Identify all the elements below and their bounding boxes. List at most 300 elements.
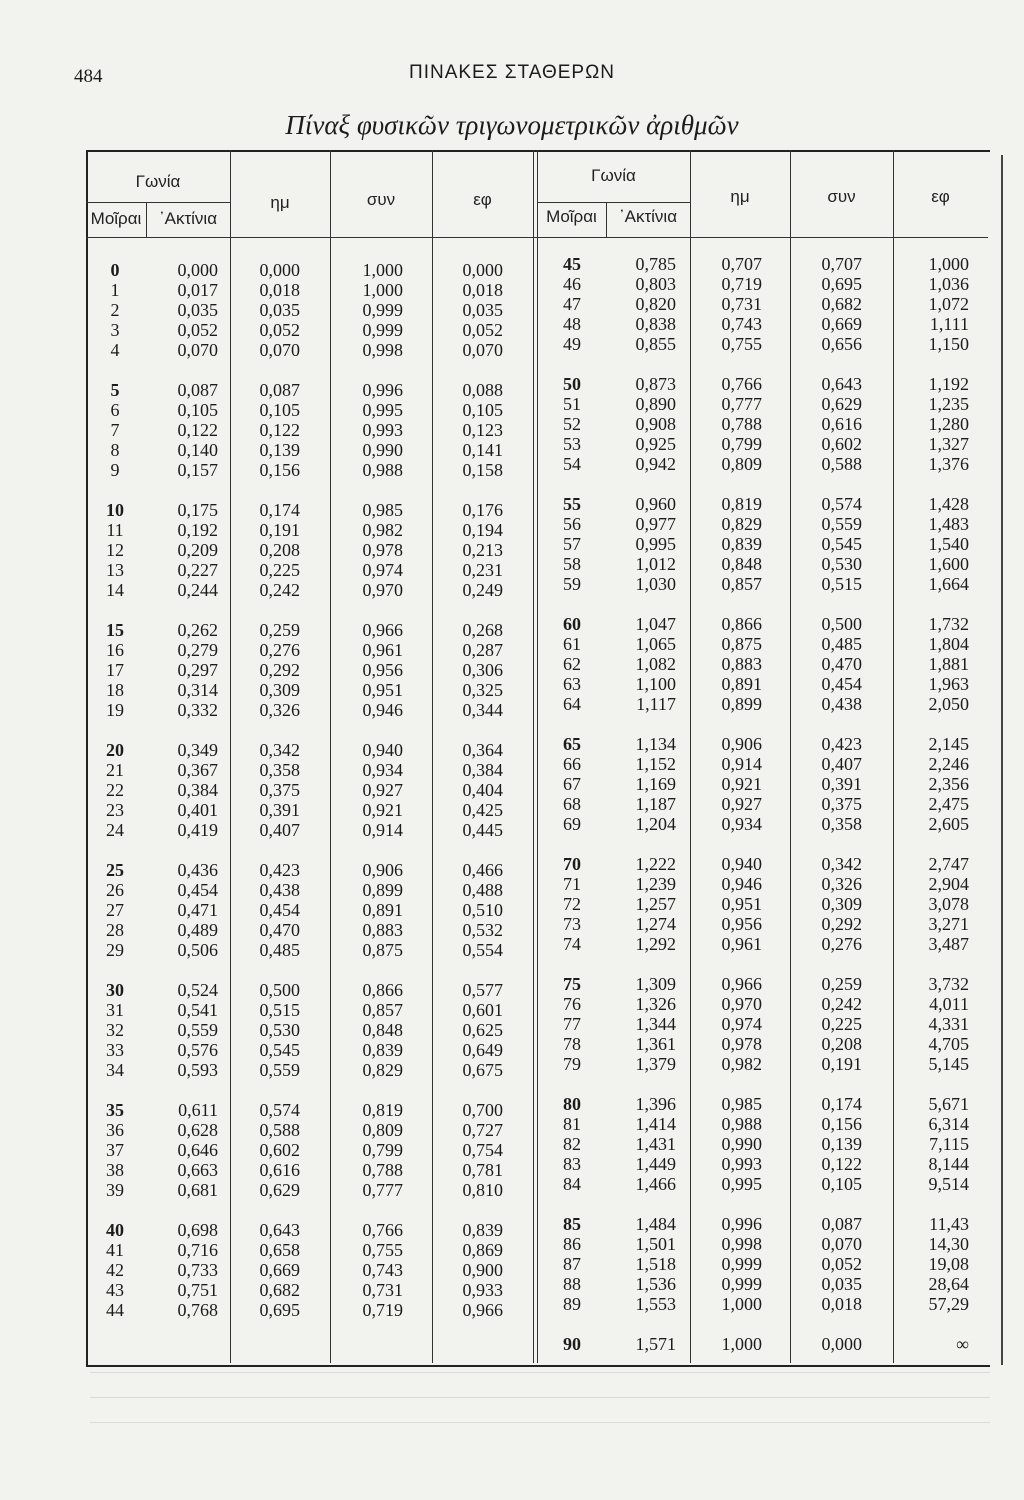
tan-cell: 0,933	[462, 1280, 503, 1300]
degrees-cell: 74	[563, 934, 581, 954]
degrees-cell: 58	[563, 554, 581, 574]
tan-cell: 11,43	[929, 1214, 969, 1234]
sin-cell: 0,276	[259, 640, 300, 660]
degrees-cell: 84	[563, 1174, 581, 1194]
tan-cell: 0,158	[462, 460, 503, 480]
cos-cell: 0,921	[362, 800, 403, 820]
radians-cell: 0,751	[177, 1280, 218, 1300]
sin-cell: 0,052	[259, 320, 300, 340]
tan-cell: 0,052	[462, 320, 503, 340]
cos-cell: 0,899	[362, 880, 403, 900]
tan-cell: 0,325	[462, 680, 503, 700]
cos-cell: 0,208	[821, 1034, 862, 1054]
sin-cell: 0,530	[259, 1020, 300, 1040]
sin-cell: 0,588	[259, 1120, 300, 1140]
radians-cell: 0,157	[177, 460, 218, 480]
radians-cell: 0,820	[635, 294, 676, 314]
cos-cell: 0,982	[362, 520, 403, 540]
degrees-cell: 29	[106, 940, 124, 960]
radians-cell: 0,524	[177, 980, 218, 1000]
degrees-cell: 16	[106, 640, 124, 660]
cos-cell: 0,966	[362, 620, 403, 640]
degrees-cell: 32	[106, 1020, 124, 1040]
sin-cell: 0,777	[721, 394, 762, 414]
radians-cell: 0,873	[635, 374, 676, 394]
sin-cell: 0,000	[259, 260, 300, 280]
radians-cell: 1,012	[635, 554, 676, 574]
cos-cell: 0,993	[362, 420, 403, 440]
degrees-cell: 48	[563, 314, 581, 334]
tan-cell: 1,483	[928, 514, 969, 534]
cos-cell: 0,974	[362, 560, 403, 580]
tan-cell: 19,08	[928, 1254, 969, 1274]
cos-cell: 0,755	[362, 1240, 403, 1260]
tan-cell: 0,194	[462, 520, 503, 540]
cos-cell: 0,292	[821, 914, 862, 934]
tan-cell: 0,781	[462, 1160, 503, 1180]
radians-cell: 1,414	[635, 1114, 676, 1134]
sin-cell: 0,500	[259, 980, 300, 1000]
cos-cell: 0,454	[821, 674, 862, 694]
sin-cell: 0,731	[721, 294, 762, 314]
header-cos: συν	[366, 190, 396, 209]
degrees-cell: 88	[563, 1274, 581, 1294]
tan-cell: 1,000	[928, 254, 969, 274]
radians-cell: 0,681	[177, 1180, 218, 1200]
cos-cell: 0,956	[362, 660, 403, 680]
sin-cell: 0,966	[721, 974, 762, 994]
cos-cell: 0,545	[821, 534, 862, 554]
degrees-cell: 21	[106, 760, 124, 780]
sin-cell: 0,358	[259, 760, 300, 780]
degrees-cell: 61	[563, 634, 581, 654]
degrees-cell: 82	[563, 1134, 581, 1154]
radians-cell: 0,489	[177, 920, 218, 940]
tan-cell: 0,123	[462, 420, 503, 440]
sin-cell: 0,914	[721, 754, 762, 774]
radians-cell: 0,052	[177, 320, 218, 340]
sin-cell: 0,839	[721, 534, 762, 554]
sin-cell: 0,946	[721, 874, 762, 894]
radians-cell: 0,035	[177, 300, 218, 320]
tan-cell: 6,314	[928, 1114, 969, 1134]
tan-cell: 2,747	[928, 854, 969, 874]
radians-cell: 0,122	[177, 420, 218, 440]
tan-cell: 0,445	[462, 820, 503, 840]
degrees-cell: 71	[563, 874, 581, 894]
degrees-cell: 57	[563, 534, 581, 554]
degrees-cell: 63	[563, 674, 581, 694]
cos-cell: 0,259	[821, 974, 862, 994]
sin-cell: 0,191	[259, 520, 300, 540]
tan-cell: 1,327	[928, 434, 969, 454]
tan-cell: 0,176	[462, 500, 503, 520]
degrees-cell: 15	[106, 620, 124, 640]
sin-cell: 0,087	[259, 380, 300, 400]
degrees-cell: 77	[563, 1014, 581, 1034]
degrees-cell: 70	[563, 854, 581, 874]
degrees-cell: 73	[563, 914, 581, 934]
cos-cell: 0,018	[821, 1294, 862, 1314]
tan-cell: 3,732	[928, 974, 969, 994]
tan-cell: 0,754	[462, 1140, 503, 1160]
degrees-cell: 30	[106, 980, 124, 1000]
radians-cell: 1,449	[635, 1154, 676, 1174]
radians-cell: 0,611	[178, 1100, 218, 1120]
sin-cell: 0,970	[721, 994, 762, 1014]
cos-cell: 0,139	[821, 1134, 862, 1154]
sin-cell: 0,375	[259, 780, 300, 800]
sin-cell: 0,515	[259, 1000, 300, 1020]
degrees-cell: 44	[106, 1300, 124, 1320]
sin-cell: 0,242	[259, 580, 300, 600]
cos-cell: 0,342	[821, 854, 862, 874]
radians-cell: 1,309	[635, 974, 676, 994]
tan-cell: 1,376	[928, 454, 969, 474]
degrees-cell: 36	[106, 1120, 124, 1140]
sin-cell: 0,999	[721, 1254, 762, 1274]
degrees-cell: 11	[106, 520, 124, 540]
tan-cell: 0,554	[462, 940, 503, 960]
degrees-cell: 3	[110, 320, 120, 340]
sin-cell: 0,629	[259, 1180, 300, 1200]
radians-cell: 0,349	[177, 740, 218, 760]
radians-cell: 0,262	[177, 620, 218, 640]
degrees-cell: 72	[563, 894, 581, 914]
radians-cell: 1,431	[635, 1134, 676, 1154]
degrees-cell: 28	[106, 920, 124, 940]
sin-cell: 0,921	[721, 774, 762, 794]
tan-cell: 0,810	[462, 1180, 503, 1200]
sin-cell: 0,974	[721, 1014, 762, 1034]
degrees-cell: 49	[563, 334, 581, 354]
radians-cell: 0,803	[635, 274, 676, 294]
tan-cell: 2,145	[928, 734, 969, 754]
tan-cell: ∞	[956, 1334, 969, 1354]
cos-cell: 0,588	[821, 454, 862, 474]
cos-cell: 0,052	[821, 1254, 862, 1274]
tan-cell: 2,050	[928, 694, 969, 714]
tan-cell: 1,150	[928, 334, 969, 354]
tan-cell: 0,601	[462, 1000, 503, 1020]
header-tan: εφ	[931, 187, 950, 206]
cos-cell: 0,951	[362, 680, 403, 700]
cos-cell: 0,961	[362, 640, 403, 660]
cos-cell: 0,559	[821, 514, 862, 534]
sin-cell: 0,035	[259, 300, 300, 320]
radians-cell: 0,471	[177, 900, 218, 920]
cos-cell: 0,174	[821, 1094, 862, 1114]
radians-cell: 1,065	[635, 634, 676, 654]
tan-cell: 0,727	[462, 1120, 503, 1140]
degrees-cell: 20	[106, 740, 124, 760]
degrees-cell: 80	[563, 1094, 581, 1114]
cos-cell: 0,070	[821, 1234, 862, 1254]
cos-cell: 0,438	[821, 694, 862, 714]
sin-cell: 0,982	[721, 1054, 762, 1074]
table-title: Πίναξ φυσικῶν τριγωνομετρικῶν ἀριθμῶν	[285, 110, 739, 140]
degrees-cell: 17	[106, 660, 124, 680]
cos-cell: 0,326	[821, 874, 862, 894]
sin-cell: 0,643	[259, 1220, 300, 1240]
cos-cell: 0,375	[821, 794, 862, 814]
radians-cell: 1,536	[635, 1274, 676, 1294]
degrees-cell: 67	[563, 774, 581, 794]
tan-cell: 0,249	[462, 580, 503, 600]
sin-cell: 0,602	[259, 1140, 300, 1160]
sin-cell: 0,743	[721, 314, 762, 334]
radians-cell: 1,361	[635, 1034, 676, 1054]
radians-cell: 1,239	[635, 874, 676, 894]
tan-cell: 9,514	[928, 1174, 969, 1194]
show-through-rules	[90, 1372, 990, 1462]
cos-cell: 0,407	[821, 754, 862, 774]
cos-cell: 0,883	[362, 920, 403, 940]
header-degrees: Μοῖραι	[90, 209, 142, 228]
cos-cell: 0,643	[821, 374, 862, 394]
degrees-cell: 38	[106, 1160, 124, 1180]
sin-cell: 0,857	[721, 574, 762, 594]
header-subrule	[86, 202, 230, 203]
sin-cell: 0,996	[721, 1214, 762, 1234]
radians-cell: 1,187	[635, 794, 676, 814]
sin-cell: 0,682	[259, 1280, 300, 1300]
radians-cell: 1,047	[635, 614, 676, 634]
tan-cell: 2,356	[928, 774, 969, 794]
cos-cell: 0,191	[821, 1054, 862, 1074]
degrees-cell: 13	[106, 560, 124, 580]
radians-cell: 1,134	[635, 734, 676, 754]
tan-cell: 2,904	[928, 874, 969, 894]
header-tan: εφ	[473, 190, 492, 209]
sin-cell: 0,866	[721, 614, 762, 634]
tan-cell: 2,475	[928, 794, 969, 814]
radians-cell: 0,314	[177, 680, 218, 700]
radians-cell: 0,628	[177, 1120, 218, 1140]
sin-cell: 0,998	[721, 1234, 762, 1254]
radians-cell: 1,169	[635, 774, 676, 794]
tan-cell: 1,600	[928, 554, 969, 574]
sin-cell: 0,309	[259, 680, 300, 700]
degrees-cell: 39	[106, 1180, 124, 1200]
sin-cell: 0,485	[259, 940, 300, 960]
cos-cell: 0,242	[821, 994, 862, 1014]
radians-cell: 1,100	[635, 674, 676, 694]
cos-cell: 0,914	[362, 820, 403, 840]
radians-cell: 0,768	[177, 1300, 218, 1320]
degrees-cell: 23	[106, 800, 124, 820]
degrees-cell: 75	[563, 974, 581, 994]
col-rule	[330, 150, 331, 1363]
degrees-cell: 34	[106, 1060, 124, 1080]
cos-cell: 0,985	[362, 500, 403, 520]
sin-cell: 0,875	[721, 634, 762, 654]
header-radians: ᾿Ακτίνια	[158, 209, 218, 228]
cos-cell: 0,500	[821, 614, 862, 634]
sin-cell: 0,391	[259, 800, 300, 820]
cos-cell: 0,866	[362, 980, 403, 1000]
degrees-cell: 42	[106, 1260, 124, 1280]
degrees-cell: 1	[110, 280, 120, 300]
cos-cell: 0,309	[821, 894, 862, 914]
degrees-cell: 66	[563, 754, 581, 774]
tan-cell: 14,30	[928, 1234, 969, 1254]
radians-cell: 0,925	[635, 434, 676, 454]
radians-cell: 1,396	[635, 1094, 676, 1114]
radians-cell: 0,332	[177, 700, 218, 720]
sin-cell: 0,470	[259, 920, 300, 940]
tan-cell: 4,011	[929, 994, 969, 1014]
sin-cell: 0,208	[259, 540, 300, 560]
sin-cell: 0,719	[721, 274, 762, 294]
sin-cell: 0,927	[721, 794, 762, 814]
radians-cell: 0,244	[177, 580, 218, 600]
sin-cell: 0,156	[259, 460, 300, 480]
sin-cell: 0,559	[259, 1060, 300, 1080]
radians-cell: 1,152	[635, 754, 676, 774]
degrees-cell: 64	[563, 694, 581, 714]
sin-cell: 0,342	[259, 740, 300, 760]
cos-cell: 0,999	[362, 300, 403, 320]
tan-cell: 3,271	[928, 914, 969, 934]
radians-cell: 0,000	[177, 260, 218, 280]
tan-cell: 7,115	[929, 1134, 969, 1154]
degrees-cell: 2	[110, 300, 120, 320]
degrees-cell: 54	[563, 454, 581, 474]
sin-cell: 0,934	[721, 814, 762, 834]
cos-cell: 0,788	[362, 1160, 403, 1180]
sin-cell: 0,993	[721, 1154, 762, 1174]
radians-cell: 0,890	[635, 394, 676, 414]
cos-cell: 0,719	[362, 1300, 403, 1320]
radians-cell: 0,140	[177, 440, 218, 460]
radians-cell: 0,663	[177, 1160, 218, 1180]
cos-cell: 0,970	[362, 580, 403, 600]
radians-cell: 0,593	[177, 1060, 218, 1080]
header-subrule	[537, 202, 690, 203]
tan-cell: 0,900	[462, 1260, 503, 1280]
sin-cell: 1,000	[721, 1334, 762, 1354]
tan-cell: 0,268	[462, 620, 503, 640]
tan-cell: 0,364	[462, 740, 503, 760]
degrees-cell: 6	[110, 400, 120, 420]
degrees-cell: 50	[563, 374, 581, 394]
cos-cell: 0,819	[362, 1100, 403, 1120]
radians-cell: 0,227	[177, 560, 218, 580]
tan-cell: 28,64	[928, 1274, 969, 1294]
tan-cell: 0,625	[462, 1020, 503, 1040]
radians-cell: 1,082	[635, 654, 676, 674]
cos-cell: 0,799	[362, 1140, 403, 1160]
cos-cell: 0,839	[362, 1040, 403, 1060]
tan-cell: 4,331	[928, 1014, 969, 1034]
cos-cell: 0,999	[362, 320, 403, 340]
tan-cell: 0,384	[462, 760, 503, 780]
tan-cell: 1,732	[928, 614, 969, 634]
degrees-cell: 18	[106, 680, 124, 700]
degrees-cell: 68	[563, 794, 581, 814]
sin-cell: 0,988	[721, 1114, 762, 1134]
tan-cell: 8,144	[928, 1154, 969, 1174]
radians-cell: 0,401	[177, 800, 218, 820]
cos-cell: 0,656	[821, 334, 862, 354]
radians-cell: 0,908	[635, 414, 676, 434]
degrees-cell: 47	[563, 294, 581, 314]
col-rule	[690, 150, 691, 1363]
degrees-cell: 60	[563, 614, 581, 634]
cos-cell: 0,946	[362, 700, 403, 720]
tan-cell: 0,966	[462, 1300, 503, 1320]
radians-cell: 1,518	[635, 1254, 676, 1274]
sin-cell: 0,995	[721, 1174, 762, 1194]
degrees-cell: 14	[106, 580, 124, 600]
sin-cell: 0,883	[721, 654, 762, 674]
cos-cell: 0,998	[362, 340, 403, 360]
sin-cell: 0,070	[259, 340, 300, 360]
tan-cell: 0,869	[462, 1240, 503, 1260]
degrees-cell: 53	[563, 434, 581, 454]
tan-cell: 1,280	[928, 414, 969, 434]
degrees-cell: 0	[110, 260, 120, 280]
tan-cell: 5,145	[928, 1054, 969, 1074]
sin-cell: 0,940	[721, 854, 762, 874]
tan-cell: 1,072	[928, 294, 969, 314]
tan-cell: 2,246	[928, 754, 969, 774]
tan-cell: 0,213	[462, 540, 503, 560]
radians-cell: 1,274	[635, 914, 676, 934]
tan-cell: 2,605	[928, 814, 969, 834]
sin-cell: 0,616	[259, 1160, 300, 1180]
sin-cell: 0,105	[259, 400, 300, 420]
radians-cell: 0,855	[635, 334, 676, 354]
sin-cell: 0,174	[259, 500, 300, 520]
tan-cell: 0,141	[462, 440, 503, 460]
tan-cell: 1,963	[928, 674, 969, 694]
degrees-cell: 46	[563, 274, 581, 294]
degrees-cell: 4	[110, 340, 120, 360]
sin-cell: 0,545	[259, 1040, 300, 1060]
radians-cell: 0,209	[177, 540, 218, 560]
radians-cell: 1,222	[635, 854, 676, 874]
tan-cell: 0,000	[462, 260, 503, 280]
degrees-cell: 62	[563, 654, 581, 674]
radians-cell: 0,995	[635, 534, 676, 554]
degrees-cell: 79	[563, 1054, 581, 1074]
degrees-cell: 69	[563, 814, 581, 834]
col-rule	[432, 150, 433, 1363]
sin-cell: 0,438	[259, 880, 300, 900]
degrees-cell: 37	[106, 1140, 124, 1160]
radians-cell: 0,419	[177, 820, 218, 840]
degrees-cell: 86	[563, 1234, 581, 1254]
cos-cell: 0,629	[821, 394, 862, 414]
cos-cell: 0,156	[821, 1114, 862, 1134]
cos-cell: 0,829	[362, 1060, 403, 1080]
radians-cell: 0,785	[635, 254, 676, 274]
tan-cell: 1,804	[928, 634, 969, 654]
sin-cell: 0,799	[721, 434, 762, 454]
cos-cell: 0,087	[821, 1214, 862, 1234]
radians-cell: 0,454	[177, 880, 218, 900]
degrees-cell: 7	[110, 420, 120, 440]
header-angle: Γωνία	[135, 172, 181, 191]
tan-cell: 0,105	[462, 400, 503, 420]
header-cos: συν	[827, 187, 856, 206]
tan-cell: 5,671	[928, 1094, 969, 1114]
sin-cell: 0,225	[259, 560, 300, 580]
sin-cell: 0,848	[721, 554, 762, 574]
degrees-cell: 9	[110, 460, 120, 480]
